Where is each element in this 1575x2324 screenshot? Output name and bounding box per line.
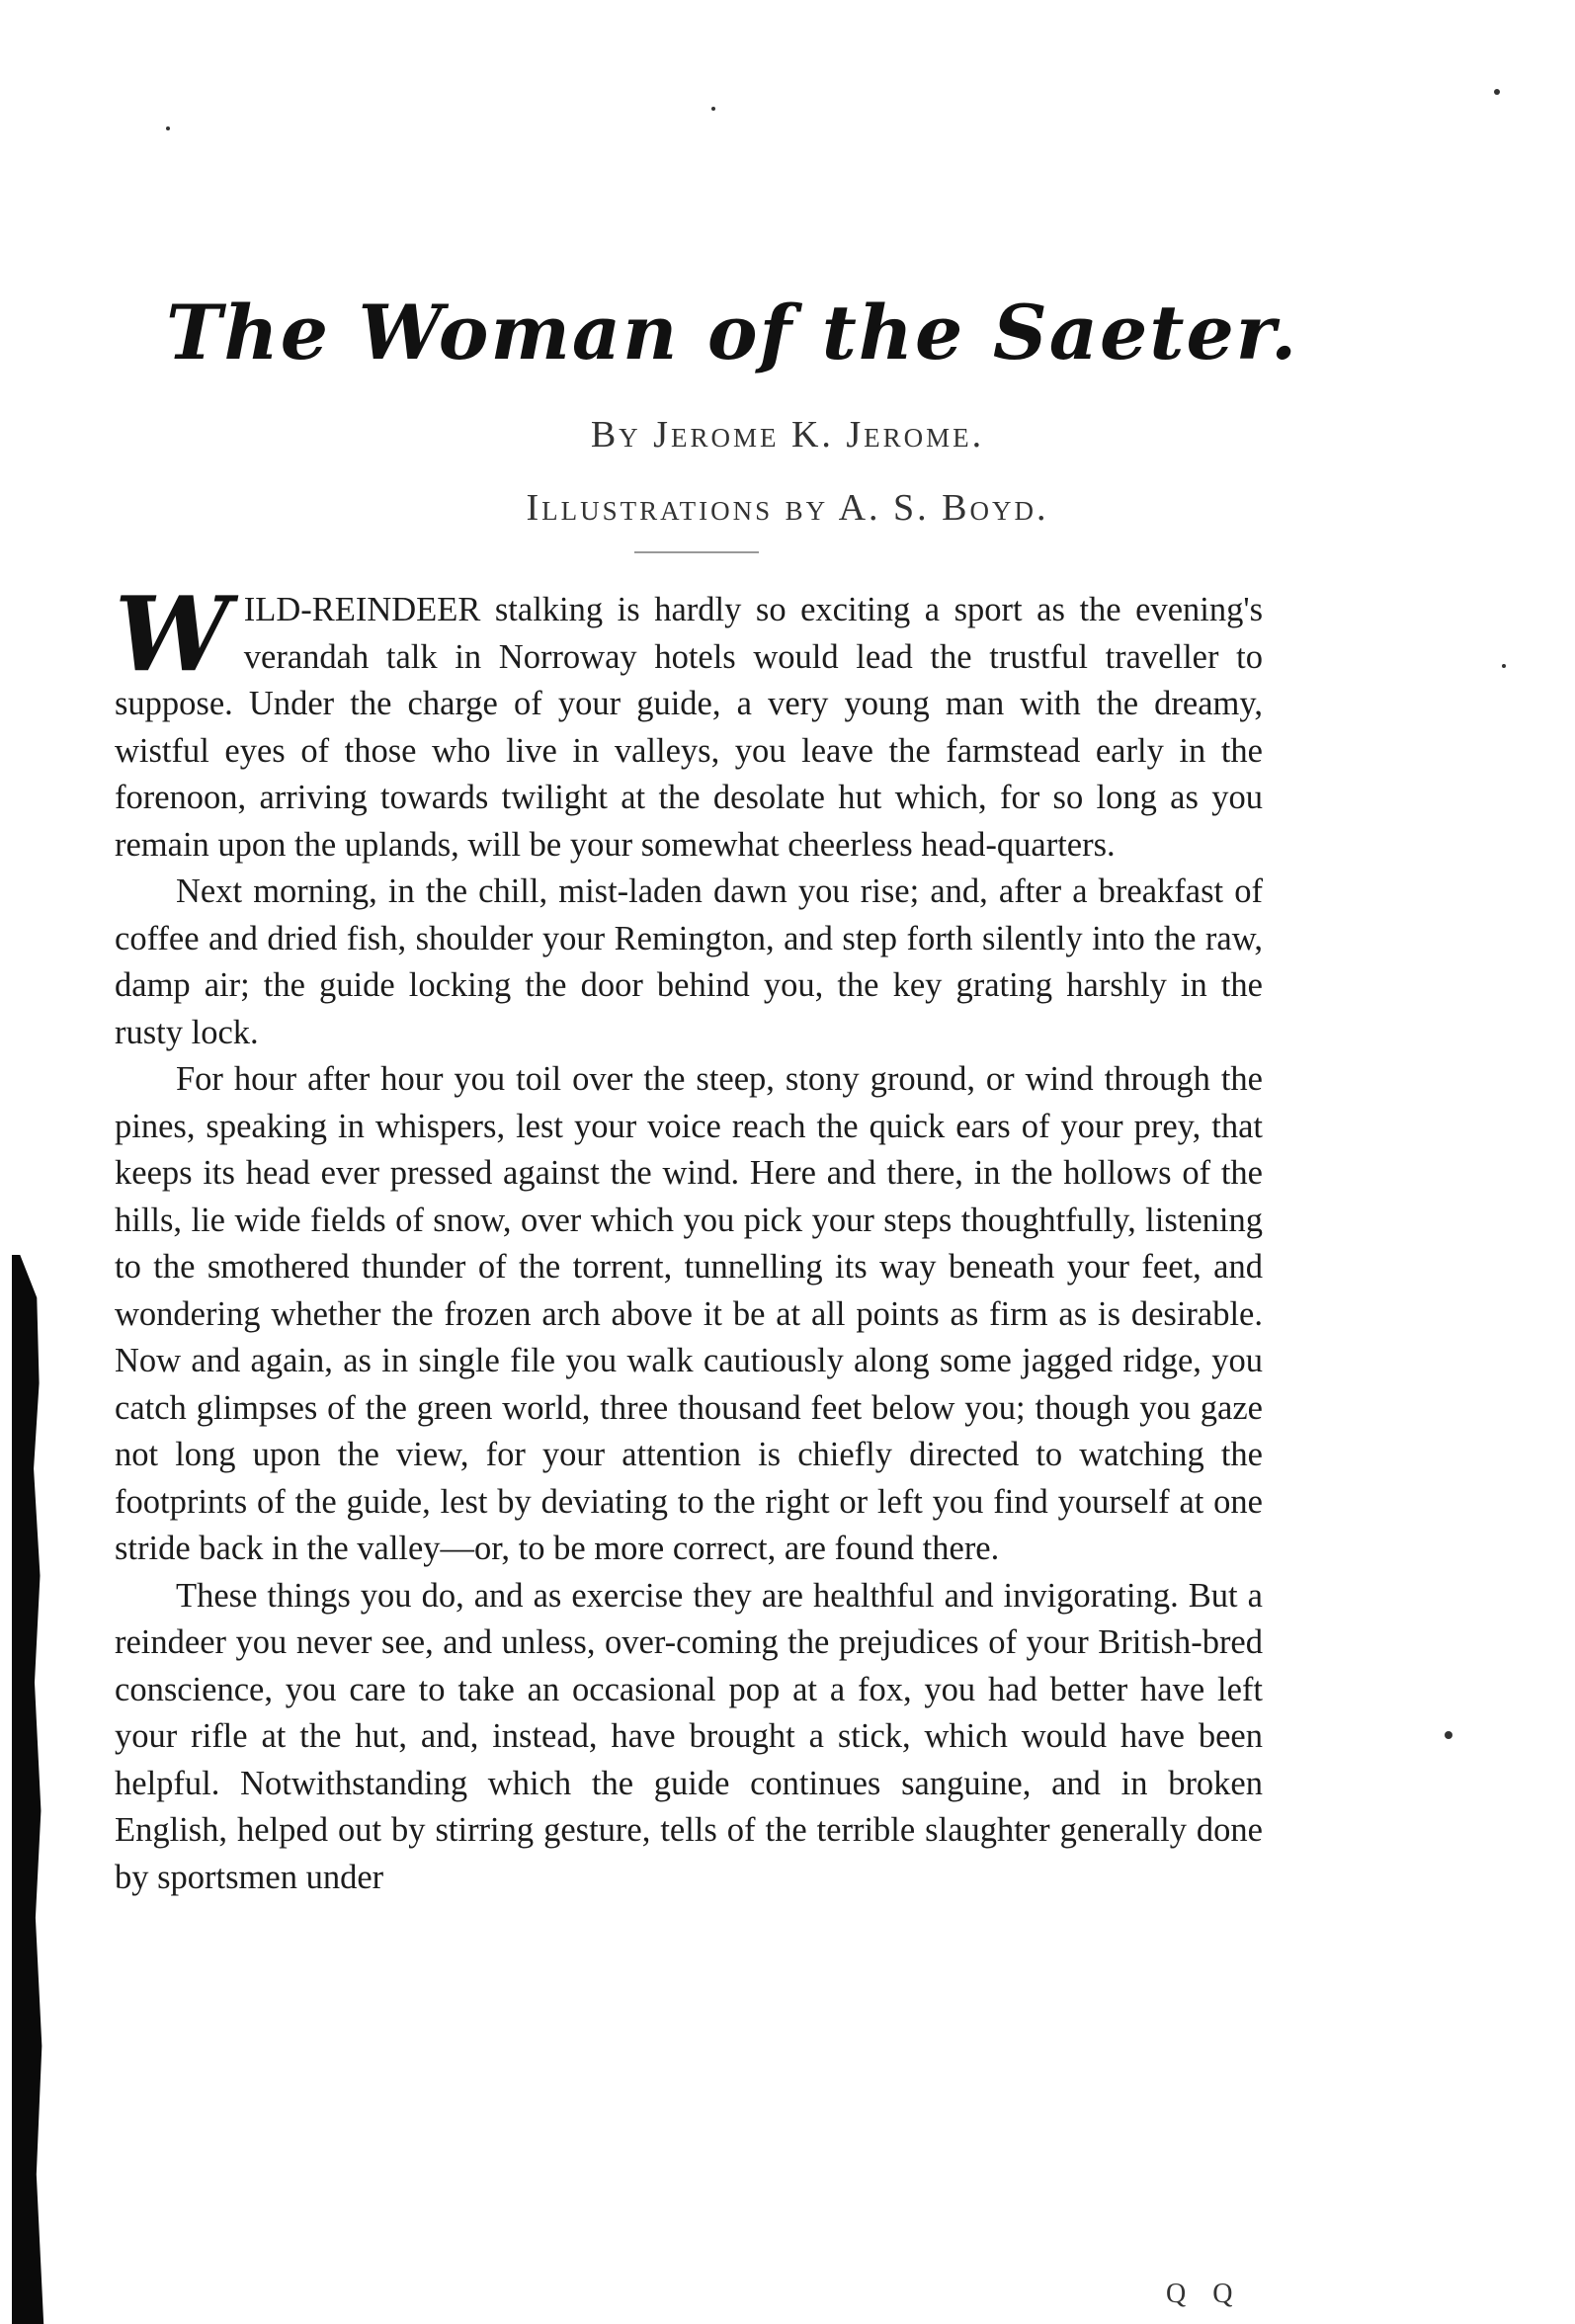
author-byline: By Jerome K. Jerome. (590, 414, 985, 456)
page-speck (166, 126, 170, 130)
title-divider (634, 551, 759, 553)
paragraph: Next morning, in the chill, mist-laden dawn you rise; and, after a breakfast of coffee and dried fish, shoulder your Remington, and step forth silently into the raw, damp air; the guide locking the door behind you, the key grating harshly in the rusty lock. (115, 872, 1263, 1051)
illustrator-credit: Illustrations by A. S. Boyd. (526, 487, 1049, 529)
page-speck (711, 107, 715, 111)
paragraph: For hour after hour you toil over the steep, stony ground, or wind through the pines, speaking in whispers, lest your voice reach the quick ears of your prey, that keeps its head ever pressed against the wind. Here and there, in the hollows of the hills, lie wide fields of snow, over which you pick your steps thoughtfully, listening to the smothered thunder of the torrent, tunnelling its way beneath your feet, and wondering whether the frozen arch above it be at all points as firm as is desirable. Now and again, as in single file you walk cautiously along some jagged ridge, you catch glimpses of the green world, three thousand feet below you; though you gaze not long upon the view, for your attention is chiefly directed to watching the footprints of the guide, lest by deviating to the right or left you find yourself at one stride back in the valley—or, to be more correct, are found there. (115, 1060, 1263, 1567)
page-speck (1445, 1731, 1452, 1739)
signature-mark: Q Q (1166, 2279, 1243, 2309)
paragraph: These things you do, and as exercise they are healthful and invigorating. But a reindeer you never see, and unless, over-coming the prejudices of your British-bred conscience, you care to take an occasional pop at a fox, you had better have left your rifle at the hut, and, instead, have brought a stick, which would have been helpful. Notwithstanding which the guide continues sanguine, and in broken English, helped out by stirring gesture, tells of the terrible slaughter generally done by sportsmen under (115, 1576, 1263, 1896)
paragraph (115, 573, 1263, 869)
book-spine-edge (12, 1255, 57, 2324)
article-title: The Woman of the Saeter. (166, 289, 1299, 376)
paragraph-text: ILD-REINDEER stalking is hardly so exciting a sport as the evening's verandah talk in Norroway hotels would lead the trustful traveller to suppose. Under the charge of your guide, a very young man with the dreamy, wistful eyes of those who live in valleys, you leave the farmstead early in the forenoon, arriving towards twilight at the desolate hut which, for so long as you remain upon the uplands, will be your somewhat cheerless head-quarters. (115, 591, 1263, 864)
page-speck (1502, 664, 1506, 668)
drop-cap: W (115, 573, 230, 695)
article-body (115, 573, 1263, 1901)
page-speck (1494, 89, 1500, 95)
